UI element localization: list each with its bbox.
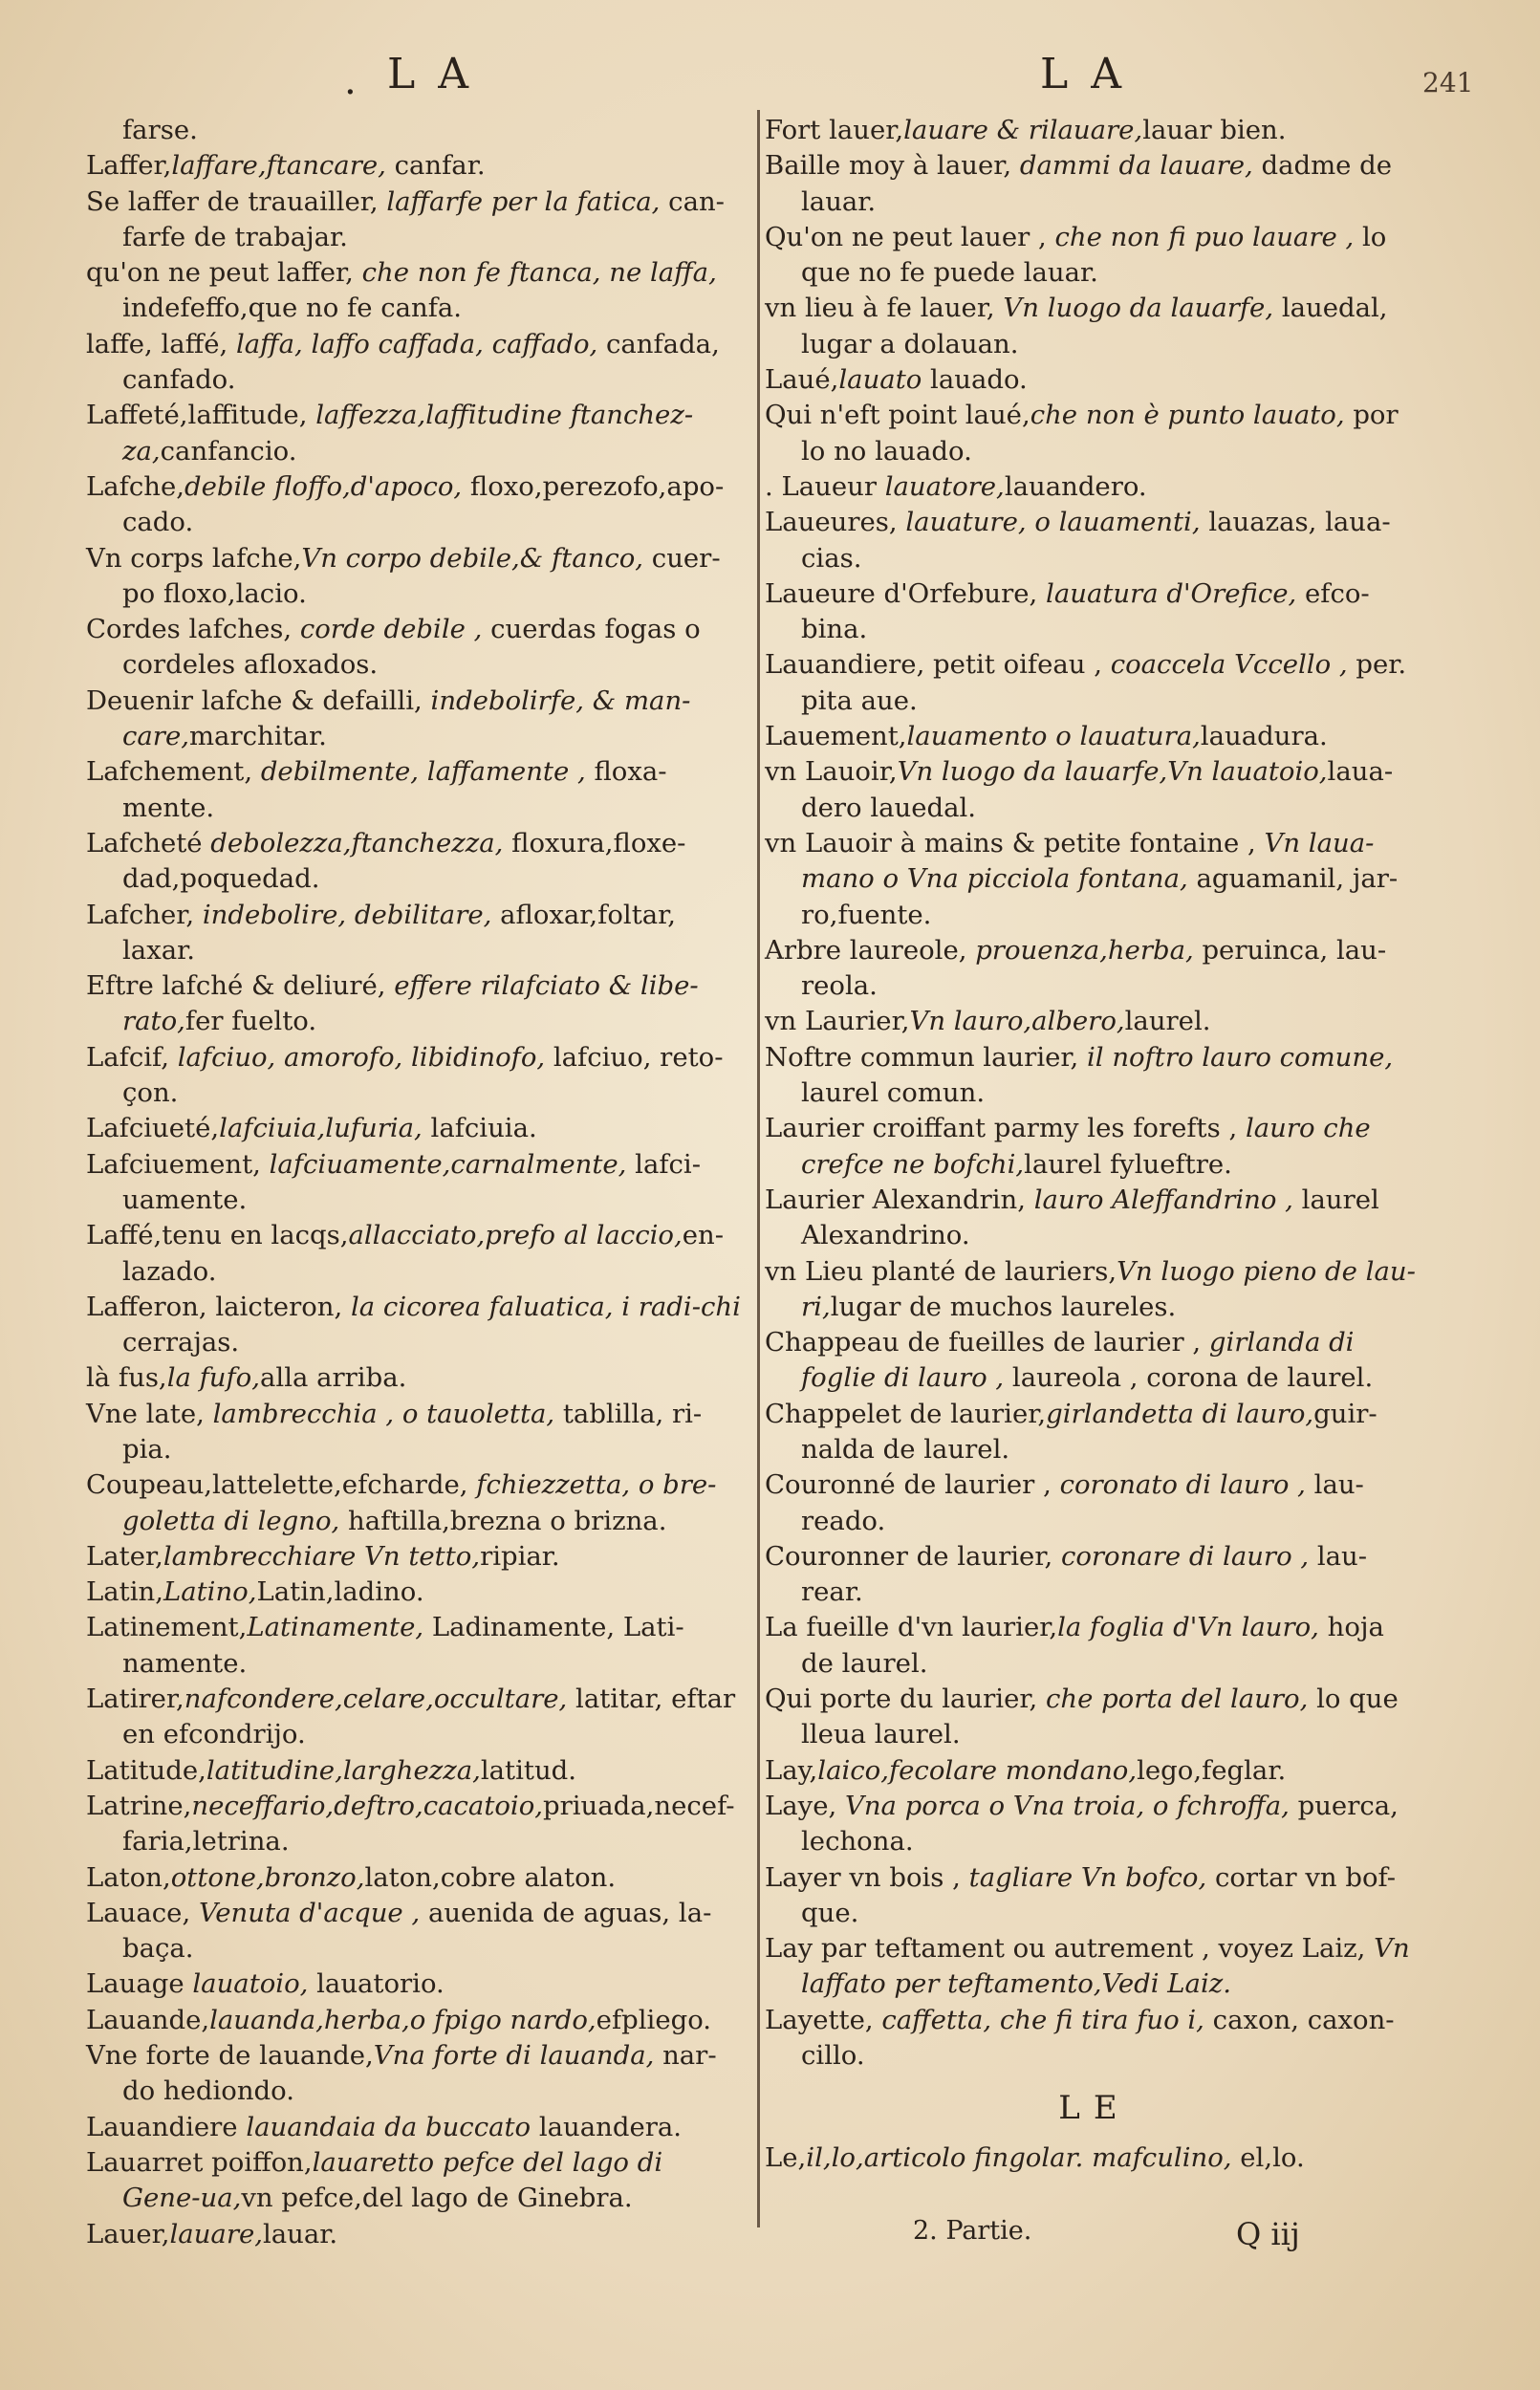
entry-translation-italic: Vn luogo da lauarfe,Vn lauatoio, — [897, 756, 1328, 788]
entry-translation-italic: girlandetta di lauro, — [1046, 1398, 1314, 1429]
dictionary-entry — [765, 291, 1424, 362]
page-number: 241 — [1422, 67, 1474, 98]
entry-text: Deuenir lafche & defailli, — [86, 684, 431, 716]
dictionary-entry — [765, 398, 1424, 469]
dictionary-entry — [86, 2145, 746, 2217]
entry-text: Ladinamente, Lati-namente. — [122, 1612, 684, 1679]
entry-text: lo que lleua laurel. — [801, 1684, 1399, 1750]
dictionary-entry — [86, 148, 746, 184]
entry-text: floxura,floxe-dad,poquedad. — [122, 827, 686, 895]
entry-text: Latirer, — [86, 1684, 184, 1715]
entry-text: Lauarret poiffon, — [86, 2146, 313, 2178]
dictionary-entry — [86, 255, 746, 327]
entry-text: canfada, canfado. — [122, 328, 720, 396]
dictionary-entry — [86, 1575, 746, 1610]
entry-translation-italic: Latino, — [163, 1576, 257, 1608]
quire-mark: Q iij — [1236, 2216, 1300, 2252]
dictionary-entry — [86, 113, 746, 148]
dictionary-entry — [86, 1111, 746, 1146]
entry-translation-italic: Vna forte di lauanda, — [373, 2040, 655, 2072]
right-column-after-entries — [765, 2140, 1424, 2176]
entry-text: Couronné de laurier , — [765, 1469, 1060, 1501]
entry-text: Laué, — [765, 364, 839, 396]
entry-translation-italic: laico,fecolare mondano, — [817, 1754, 1138, 1786]
header-dot: . — [344, 59, 357, 103]
dictionary-entry — [765, 1111, 1424, 1183]
entry-text: Le, — [765, 2141, 807, 2173]
entry-text: Latinement, — [86, 1612, 248, 1643]
dictionary-entry — [86, 1040, 746, 1112]
entry-text: Latrine, — [86, 1790, 192, 1821]
entry-text: Lafchement, — [86, 756, 261, 788]
entry-text: lauar bien. — [1142, 115, 1287, 145]
entry-text: Lafcheté — [86, 827, 211, 858]
entry-text: lugar de muchos laureles. — [830, 1291, 1177, 1322]
entry-text: vn Lauoir à mains & petite fontaine , — [765, 827, 1265, 858]
running-head-left: LA — [387, 50, 491, 98]
entry-text: peruinca, lau-reola. — [801, 934, 1387, 1002]
entry-translation-italic: il noftro lauro comune, — [1087, 1041, 1394, 1073]
dictionary-entry — [765, 933, 1424, 1005]
entry-text: laurel. — [1124, 1006, 1211, 1037]
dictionary-entry — [765, 719, 1424, 754]
entry-text: marchitar. — [188, 721, 327, 752]
entry-text: Chappelet de laurier, — [765, 1398, 1047, 1429]
entry-text: canfar. — [385, 150, 486, 182]
entry-text: Vne forte de lauande, — [86, 2040, 374, 2072]
entry-text: Lauandiere — [86, 2111, 247, 2142]
dictionary-entry — [86, 612, 746, 684]
entry-text: lauazas, laua-cias. — [801, 507, 1391, 574]
entry-text: lau-reado. — [801, 1469, 1364, 1536]
entry-translation-italic: coronare di lauro , — [1060, 1540, 1310, 1572]
entry-translation-italic: lauatura d'Orefice, — [1046, 577, 1297, 609]
entry-translation-italic: debolezza,ftanchezza, — [210, 827, 504, 858]
running-head-right: LA — [1040, 50, 1144, 98]
entry-text: Lauandiere, petit oifeau , — [765, 649, 1111, 681]
entry-text: Laffé,tenu en lacqs, — [86, 1220, 349, 1251]
entry-text: vn Lauoir, — [765, 756, 898, 788]
entry-text: La fueille d'vn laurier, — [765, 1612, 1058, 1643]
entry-text: lauado. — [922, 364, 1028, 396]
entry-translation-italic: lauare & rilauare, — [903, 115, 1143, 145]
entry-text: laua-dero lauedal. — [801, 756, 1394, 823]
entry-text: laurel Alexandrino. — [801, 1184, 1379, 1251]
dictionary-entry — [765, 1931, 1424, 2003]
entry-translation-italic: Vn luogo da lauarfe, — [1003, 293, 1274, 324]
entry-translation-italic: Vn luogo pieno de lau-ri, — [801, 1255, 1416, 1322]
entry-text: caxon, caxon-cillo. — [801, 2004, 1395, 2072]
entry-text: lauandera. — [531, 2111, 683, 2142]
entry-text: Fort lauer, — [765, 115, 904, 145]
entry-text: laureola , corona de laurel. — [1004, 1362, 1374, 1394]
entry-text: efpliego. — [596, 2004, 712, 2035]
entry-text: farse. — [122, 115, 198, 145]
dictionary-entry — [86, 541, 746, 613]
entry-translation-italic: Vn laffato per teftamento,Vedi Laiz. — [801, 1933, 1410, 2000]
dictionary-entry — [86, 398, 746, 469]
entry-translation-italic: indebolirfe, & man-care, — [122, 684, 691, 752]
entry-translation-italic: lauatore, — [884, 470, 1005, 502]
entry-text: Lay par teftament ou autrement , voyez Laiz, — [765, 1933, 1375, 1965]
entry-text: floxo,perezofo,apo-cado. — [122, 470, 725, 538]
entry-text: lauedal, lugar a dolauan. — [801, 293, 1388, 359]
entry-text: lego,feglar. — [1137, 1754, 1287, 1786]
dictionary-entry — [86, 2038, 746, 2110]
dictionary-entry — [86, 469, 746, 541]
entry-text: là fus, — [86, 1362, 167, 1394]
entry-text: Qui porte du laurier, — [765, 1684, 1046, 1715]
dictionary-entry — [86, 1682, 746, 1753]
signature-mark: 2. Partie. — [913, 2216, 1032, 2246]
entry-text: qu'on ne peut laffer, — [86, 257, 362, 289]
entry-text: Cordes lafches, — [86, 614, 300, 645]
entry-translation-italic: lambrecchiare Vn tetto, — [163, 1540, 481, 1572]
dictionary-entry — [765, 647, 1424, 719]
entry-translation-italic: lafciuia,lufuria, — [219, 1113, 423, 1144]
entry-translation-italic: Vn corpo debile,& ftanco, — [301, 542, 644, 574]
entry-translation-italic: la cicorea faluatica, i radi-chi — [350, 1291, 741, 1322]
entry-text: lauadura. — [1200, 721, 1328, 752]
entry-translation-italic: effere rilafciato & libe-rato, — [122, 970, 699, 1037]
entry-translation-italic: fchiezzetta, o bre-goletta di legno, — [122, 1469, 717, 1536]
entry-text: cuerdas fogas o cordeles afloxados. — [122, 614, 701, 681]
entry-translation-italic: nafcondere,celare,occultare, — [184, 1684, 568, 1715]
entry-translation-italic: lauato — [838, 364, 922, 396]
entry-text: Lafferon, laicteron, — [86, 1291, 351, 1322]
dictionary-entry — [765, 1860, 1424, 1932]
dictionary-entry — [86, 1860, 746, 1896]
entry-text: Laye, — [765, 1790, 845, 1821]
entry-translation-italic: Vn lauro,albero, — [909, 1006, 1125, 1037]
dictionary-entry — [86, 1753, 746, 1789]
section-heading: LE — [1058, 2089, 1131, 2128]
entry-translation-italic: debilmente, laffamente , — [260, 756, 586, 788]
entry-text: canfancio. — [160, 435, 297, 467]
entry-text: lau-rear. — [801, 1540, 1368, 1608]
dictionary-entry — [86, 1147, 746, 1219]
entry-translation-italic: Vna porca o Vna troia, o fchroffa, — [844, 1790, 1290, 1821]
entry-text: auenida de aguas, la-baça. — [122, 1897, 712, 1965]
dictionary-entry — [765, 1004, 1424, 1039]
entry-text: dadme de lauar. — [801, 150, 1393, 217]
dictionary-entry — [765, 469, 1424, 505]
entry-translation-italic: laffezza,laffitudine ftanchez-za, — [122, 400, 694, 467]
entry-text: hoja de laurel. — [801, 1612, 1384, 1679]
entry-text: per. pita aue. — [801, 649, 1407, 716]
dictionary-entry — [86, 1397, 746, 1468]
dictionary-entry — [765, 1539, 1424, 1611]
dictionary-entry — [765, 2140, 1424, 2176]
entry-translation-italic: Vn laua-mano o Vna picciola fontana, — [801, 827, 1375, 895]
entry-text: ripiar. — [480, 1540, 560, 1572]
entry-text: lauar. — [262, 2218, 338, 2249]
entry-translation-italic: prouenza,herba, — [975, 934, 1194, 966]
entry-translation-italic: laffare,ftancare, — [171, 150, 386, 182]
entry-text: Laffeté,laffitude, — [86, 400, 316, 431]
dictionary-entry — [765, 2003, 1424, 2075]
entry-translation-italic: che non è punto lauato, — [1030, 400, 1345, 431]
entry-text: lauandero. — [1004, 470, 1147, 502]
entry-translation-italic: lafciuamente,carnalmente, — [269, 1148, 627, 1180]
dictionary-entry — [765, 220, 1424, 292]
entry-translation-italic: girlanda di foglie di lauro , — [801, 1327, 1355, 1394]
dictionary-entry — [86, 185, 746, 256]
entry-text: Lauer, — [86, 2218, 170, 2249]
entry-text: latitar, eftar en efcondrijo. — [122, 1684, 736, 1750]
entry-translation-italic: la foglia d'Vn lauro, — [1057, 1612, 1319, 1643]
entry-translation-italic: il,lo,articolo fingolar. mafculino, — [806, 2141, 1232, 2173]
entry-translation-italic: lambrecchia , o tauoletta, — [212, 1398, 555, 1429]
dictionary-entry — [86, 1966, 746, 2002]
entry-text: Lafche, — [86, 470, 184, 502]
entry-text: Latitude, — [86, 1754, 206, 1786]
entry-text: Laueures, — [765, 507, 906, 538]
entry-translation-italic: tagliare Vn bofco, — [968, 1861, 1207, 1893]
entry-text: indefeffo,que no fe canfa. — [122, 293, 463, 324]
entry-text: Laurier Alexandrin, — [765, 1184, 1034, 1215]
column-divider — [757, 110, 760, 2227]
dictionary-entry — [765, 1610, 1424, 1682]
entry-text: priuada,necef-faria,letrina. — [122, 1790, 735, 1858]
entry-text: cuer-po floxo,lacio. — [122, 542, 721, 609]
dictionary-entry — [86, 1789, 746, 1860]
entry-text: Vne late, — [86, 1398, 213, 1429]
right-column — [765, 113, 1424, 2176]
entry-text: Qu'on ne peut lauer , — [765, 221, 1055, 252]
entry-text: en-lazado. — [122, 1220, 725, 1287]
entry-text: Qui n'eft point laué, — [765, 400, 1030, 431]
entry-text: Lay, — [765, 1754, 818, 1786]
entry-translation-italic: caffetta, che fi tira fuo i, — [881, 2004, 1204, 2035]
entry-text: tablilla, ri-pia. — [122, 1398, 703, 1465]
entry-text: el,lo. — [1231, 2141, 1305, 2173]
entry-text: alla arriba. — [260, 1362, 407, 1394]
entry-text: lafciuia. — [422, 1113, 537, 1144]
dictionary-entry — [86, 898, 746, 969]
entry-text: floxa-mente. — [122, 756, 667, 823]
dictionary-entry — [765, 1183, 1424, 1254]
entry-text: Coupeau,lattelette,efcharde, — [86, 1469, 477, 1501]
entry-translation-italic: lauaretto pefce del lago di Gene-ua, — [122, 2146, 663, 2214]
entry-translation-italic: ottone,bronzo, — [170, 1861, 365, 1893]
entry-text: vn Lieu planté de lauriers, — [765, 1255, 1117, 1287]
entry-translation-italic: allacciato,prefo al laccio, — [348, 1220, 683, 1251]
entry-text: Baille moy à lauer, — [765, 150, 1020, 182]
entry-text: aguamanil, jar-ro,fuente. — [801, 863, 1399, 930]
entry-text: can-farfe de trabajar. — [122, 185, 725, 252]
dictionary-entry — [765, 1789, 1424, 1860]
entry-text: Latin, — [86, 1576, 163, 1608]
entry-text: haftilla,brezna o brizna. — [339, 1505, 667, 1536]
entry-translation-italic: che non fi puo lauare , — [1054, 221, 1355, 252]
dictionary-entry — [86, 1896, 746, 1967]
entry-text: Lafciueté, — [86, 1113, 220, 1144]
entry-text: lafci-uamente. — [122, 1148, 702, 1215]
dictionary-entry — [86, 684, 746, 755]
dictionary-entry — [86, 1610, 746, 1682]
dictionary-entry — [765, 1254, 1424, 1326]
entry-text: Lafcif, — [86, 1041, 178, 1073]
dictionary-entry — [765, 1325, 1424, 1397]
entry-text: laffe, laffé, — [86, 328, 236, 359]
entry-text: Layer vn bois , — [765, 1861, 969, 1893]
entry-text: Lafciuement, — [86, 1148, 270, 1180]
entry-translation-italic: lauamento o lauatura, — [906, 721, 1201, 752]
entry-text: cerrajas. — [122, 1327, 240, 1358]
entry-translation-italic: lauro che crefce ne bofchi, — [801, 1113, 1371, 1180]
entry-text: Couronner de laurier, — [765, 1540, 1061, 1572]
entry-translation-italic: lauature, o lauamenti, — [905, 507, 1201, 538]
entry-text: Lauande, — [86, 2004, 210, 2035]
entry-text: Laurier croiffant parmy les forefts , — [765, 1113, 1246, 1144]
entry-text: guir-nalda de laurel. — [801, 1398, 1377, 1465]
entry-text: laurel fylueftre. — [1024, 1148, 1232, 1180]
left-column — [86, 113, 746, 2252]
entry-text: Layette, — [765, 2004, 882, 2035]
dictionary-entry — [765, 1397, 1424, 1468]
entry-text: vn Laurier, — [765, 1006, 910, 1037]
dictionary-entry — [765, 148, 1424, 220]
entry-text: vn lieu à fe lauer, — [765, 293, 1004, 324]
dictionary-entry — [765, 1682, 1424, 1753]
entry-translation-italic: Venuta d'acque , — [198, 1897, 421, 1928]
entry-text: Laton, — [86, 1861, 171, 1893]
entry-translation-italic: lauandaia da buccato — [246, 2111, 531, 2142]
entry-text: puerca, lechona. — [801, 1790, 1399, 1858]
entry-text: fer fuelto. — [184, 1006, 317, 1037]
entry-translation-italic: corde debile , — [299, 614, 483, 645]
entry-text: Chappeau de fueilles de laurier , — [765, 1327, 1209, 1358]
entry-translation-italic: laffarfe per la fatica, — [386, 185, 661, 217]
entry-translation-italic: lauare, — [169, 2218, 263, 2249]
entry-text: Arbre laureole, — [765, 934, 976, 966]
dictionary-entry — [765, 113, 1424, 148]
dictionary-entry — [86, 1290, 746, 1361]
entry-text: . Laueur — [765, 470, 885, 502]
dictionary-entry — [86, 1360, 746, 1396]
entry-text: laton,cobre alaton. — [364, 1861, 617, 1893]
entry-text: Laffer, — [86, 150, 172, 182]
dictionary-entry — [765, 576, 1424, 648]
entry-translation-italic: debile floffo,d'apoco, — [184, 470, 463, 502]
dictionary-entry — [86, 968, 746, 1040]
entry-text: nar-do hediondo. — [122, 2040, 717, 2107]
dictionary-entry — [86, 2217, 746, 2252]
entry-text: Laueure d'Orfebure, — [765, 577, 1047, 609]
entry-text: Eftre lafché & deliuré, — [86, 970, 395, 1002]
dictionary-entry — [765, 505, 1424, 576]
entry-translation-italic: latitudine,larghezza, — [206, 1754, 481, 1786]
entry-translation-italic: lauanda,herba,o fpigo nardo, — [209, 2004, 596, 2035]
right-column-entries — [765, 113, 1424, 2074]
dictionary-entry — [86, 1539, 746, 1575]
entry-text: Se laffer de trauailler, — [86, 185, 387, 217]
dictionary-entry — [765, 1753, 1424, 1789]
entry-text: Lafcher, — [86, 899, 203, 930]
entry-text: afloxar,foltar, laxar. — [122, 899, 677, 966]
dictionary-entry — [86, 1218, 746, 1290]
dictionary-entry — [86, 327, 746, 399]
entry-text: efco-bina. — [801, 577, 1370, 645]
entry-text: por lo no lauado. — [801, 400, 1399, 467]
entry-translation-italic: che non fe ftanca, ne laffa, — [361, 257, 717, 289]
entry-translation-italic: lafciuo, amorofo, libidinofo, — [177, 1041, 546, 1073]
entry-translation-italic: laffa, laffo caffada, caffado, — [235, 328, 598, 359]
entry-translation-italic: indebolire, debilitare, — [202, 899, 492, 930]
entry-translation-italic: neceffario,deftro,cacatoio, — [191, 1790, 544, 1821]
entry-text: cortar vn bof-que. — [801, 1861, 1397, 1928]
entry-text: Vn corps lafche, — [86, 542, 302, 574]
entry-translation-italic: che porta del lauro, — [1045, 1684, 1309, 1715]
entry-translation-italic: la fufo, — [166, 1362, 260, 1394]
entry-text: laurel comun. — [801, 1077, 986, 1109]
dictionary-entry — [765, 1040, 1424, 1112]
entry-translation-italic: dammi da lauare, — [1019, 150, 1253, 182]
entry-text: Latin,ladino. — [256, 1576, 424, 1608]
dictionary-entry — [765, 826, 1424, 933]
entry-text: Noftre commun laurier, — [765, 1041, 1088, 1073]
entry-text: lo que no fe puede lauar. — [801, 221, 1387, 289]
entry-translation-italic: Latinamente, — [247, 1612, 424, 1643]
entry-translation-italic: coronato di lauro , — [1059, 1469, 1306, 1501]
entry-text: lafciuo, reto-çon. — [122, 1041, 724, 1109]
dictionary-entry — [86, 754, 746, 826]
entry-text: lauatorio. — [308, 1968, 445, 2000]
dictionary-entry — [86, 2003, 746, 2038]
entry-text: Lauement, — [765, 721, 907, 752]
dictionary-entry — [765, 1467, 1424, 1539]
dictionary-entry — [86, 826, 746, 898]
entry-text: vn pefce,del lago de Ginebra. — [241, 2183, 633, 2214]
entry-text: latitud. — [480, 1754, 577, 1786]
entry-text: Lauage — [86, 1968, 193, 2000]
entry-translation-italic: lauatoio, — [192, 1968, 309, 2000]
entry-text: Later, — [86, 1540, 163, 1572]
entry-translation-italic: coaccela Vccello , — [1110, 649, 1348, 681]
dictionary-entry — [765, 754, 1424, 826]
dictionary-entry — [86, 1467, 746, 1539]
entry-translation-italic: lauro Aleffandrino , — [1033, 1184, 1293, 1215]
dictionary-entry — [765, 362, 1424, 398]
dictionary-entry — [86, 2110, 746, 2145]
entry-text: Lauace, — [86, 1897, 199, 1928]
